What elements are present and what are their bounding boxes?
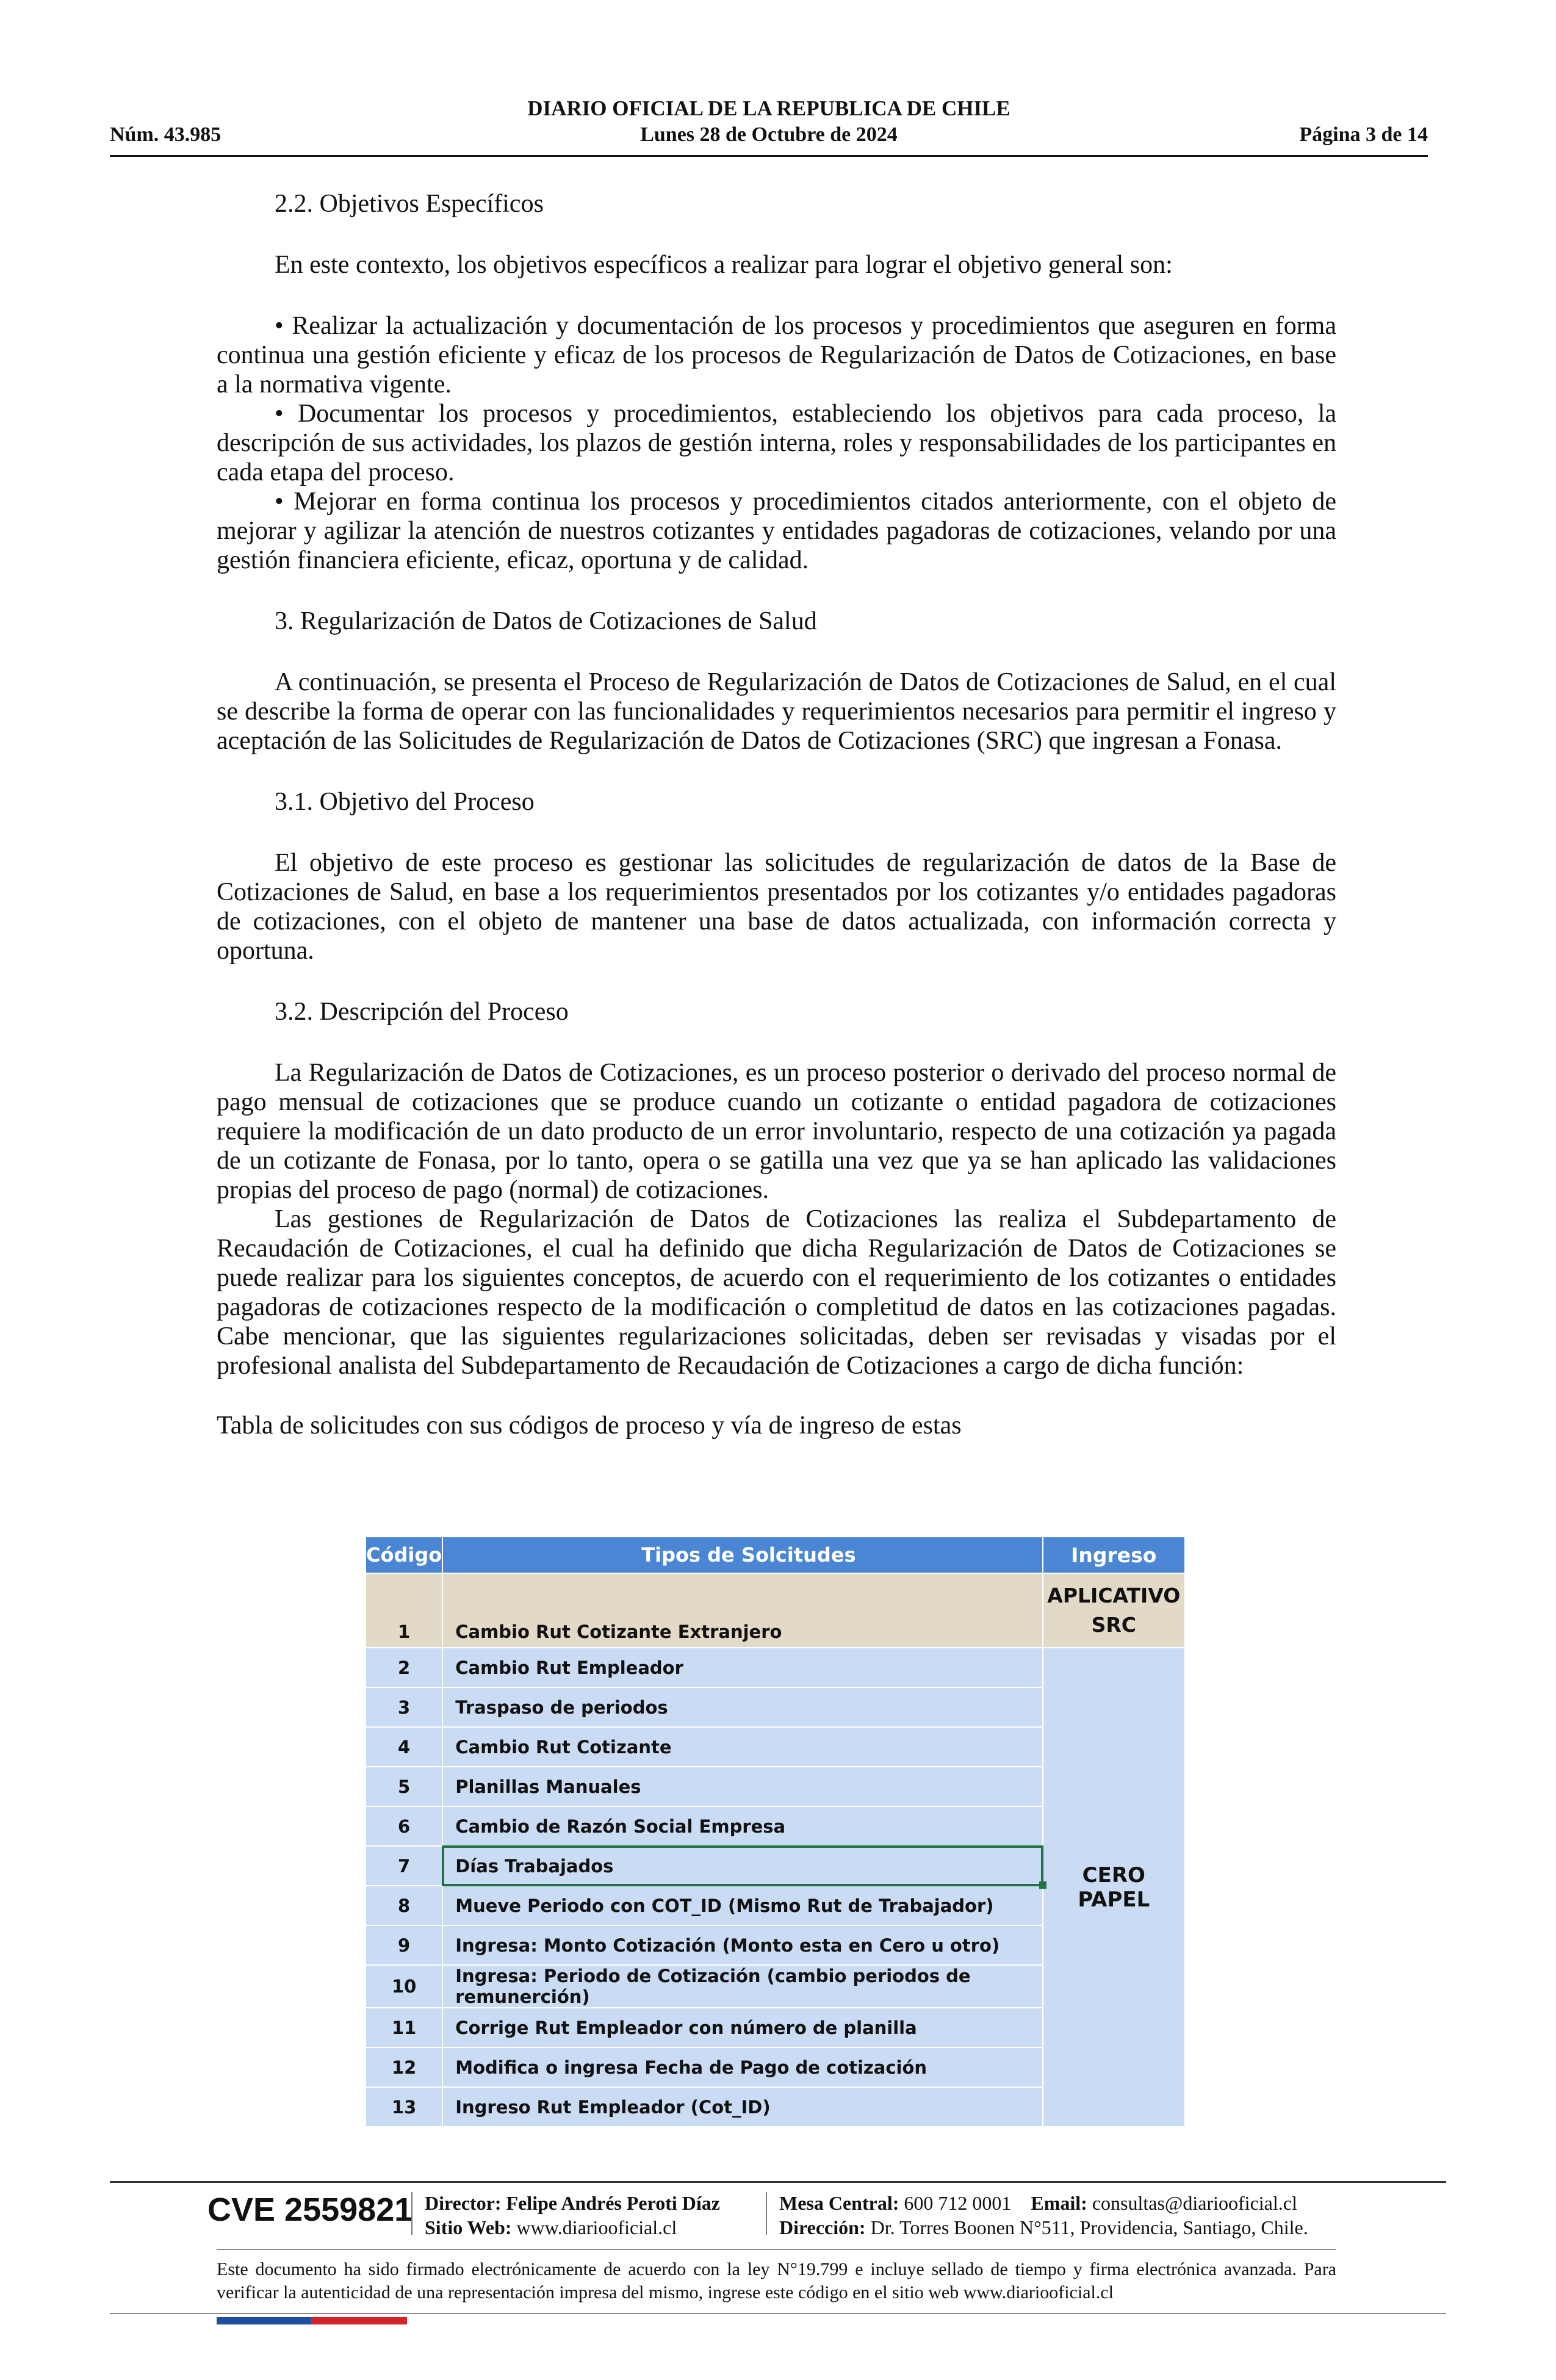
heading-descripcion: 3.2. Descripción del Proceso [275,998,569,1026]
row-code: 2 [366,1648,442,1687]
ingreso-aplicativo-line2: SRC [1091,1613,1136,1637]
flag-stripe-red [311,2317,407,2324]
header-tipos: Tipos de Solcitudes [442,1537,1042,1573]
bullet-2: • Documentar los procesos y procedimientos, estableciendo los objetivos para cada proceso, la descripción de sus actividades, los plazos de gestión interna, roles y responsabilidades de los participantes en cada etapa del proceso. [217,400,1336,486]
heading-objetivo-proceso: 3.1. Objetivo del Proceso [275,788,535,816]
cve-code: CVE 2559821 [207,2191,413,2228]
table-caption: Tabla de solicitudes con sus códigos de proceso y vía de ingreso de estas [217,1412,962,1440]
issue-number: Núm. 43.985 [110,123,222,146]
row-type: Ingresa: Monto Cotización (Monto esta en Cero u otro) [442,1925,1042,1965]
row-type: Cambio Rut Empleador [442,1648,1042,1687]
footer-separator [411,2192,412,2235]
flag-stripe-blue [217,2317,311,2324]
row-code: 9 [366,1925,442,1965]
solicitudes-table [365,1536,1186,2127]
director-name: Felipe Andrés Peroti Díaz [506,2192,720,2214]
row-code: 3 [366,1687,442,1727]
paragraph-intro: En este contexto, los objetivos específicos a realizar para lograr el objetivo general son: [275,251,1173,279]
row-type: Ingresa: Periodo de Cotización (cambio periodos de remunerción) [442,1965,1042,2008]
row-code: 13 [366,2087,442,2127]
page-number: Página 3 de 14 [1299,123,1428,146]
ingreso-aplicativo [1043,1573,1185,1648]
row-code: 11 [366,2008,442,2047]
row-type: Traspaso de periodos [442,1687,1042,1727]
row-type: Corrige Rut Empleador con número de planilla [442,2008,1042,2047]
page-header [110,92,1428,159]
table-row [366,1648,1185,1687]
ingreso-cero-papel: CERO PAPEL [1043,1648,1185,2127]
email-label: Email: [1031,2192,1087,2214]
paragraph-descripcion-2: Las gestiones de Regularización de Datos de Cotizaciones las realiza el Subdepartamento de Recaudación de Cotizaciones, el cual ha definido que dicha Regularización de Datos de Cotizaciones se puede realizar para los siguientes conceptos, de acuerdo con el requerimiento de los cotizantes o entidades pagadoras de cotizaciones respecto de la modificación o completitud de datos en las cotizaciones pagadas. Cabe mencionar, que las siguientes regularizaciones solicitadas, deben ser revisadas y visadas por el profesional analista del Subdepartamento de Recaudación de Cotizaciones a cargo de dicha función: [217,1205,1336,1380]
row-type: Modifica o ingresa Fecha de Pago de cotización [442,2047,1042,2087]
paragraph-continuacion: A continuación, se presenta el Proceso de Regularización de Datos de Cotizaciones de Salud, en el cual se describe la forma de operar con las funcionalidades y requerimientos necesarios para permitir el ingreso y aceptación de las Solicitudes de Regularización de Datos de Cotizaciones (SRC) que ingresan a Fonasa. [217,668,1336,755]
web-label: Sitio Web: [425,2216,512,2238]
table-row [366,1573,1185,1648]
row-type: Cambio Rut Cotizante Extranjero [442,1573,1042,1648]
footer-contact-block [779,2191,1308,2240]
footer-director-block [425,2191,720,2240]
header-divider [110,155,1428,157]
row-type: Cambio Rut Cotizante [442,1727,1042,1767]
paragraph-descripcion-1: La Regularización de Datos de Cotizaciones, es un proceso posterior o derivado del proceso normal de pago mensual de cotizaciones que se produce cuando un cotizante o entidad pagadora de cotizaciones requiere la modificación de un dato producto de un error involuntario, respecto de una cotización ya pagada de un cotizante de Fonasa, por lo tanto, opera o se gatilla una vez que ya se han aplicado las validaciones propias del proceso de pago (normal) de cotizaciones. [217,1059,1336,1204]
web-value[interactable]: www.diariooficial.cl [516,2216,677,2238]
ingreso-aplicativo-line1: APLICATIVO [1047,1584,1181,1607]
selection-fill-handle [1039,1881,1046,1889]
issue-date: Lunes 28 de Octubre de 2024 [640,123,898,146]
email-value[interactable]: consultas@diariooficial.cl [1092,2192,1297,2214]
row-code: 1 [366,1573,442,1648]
row-code: 7 [366,1846,442,1886]
row-type: Mueve Periodo con COT_ID (Mismo Rut de Trabajador) [442,1886,1042,1925]
heading-regularizacion: 3. Regularización de Datos de Cotizaciones de Salud [275,607,817,635]
bullet-3: • Mejorar en forma continua los procesos y procedimientos citados anteriormente, con el objeto de mejorar y agilizar la atención de nuestros cotizantes y entidades pagadoras de cotizaciones, velando por una gestión financiera eficiente, eficaz, oportuna y de calidad. [217,488,1336,574]
row-code: 4 [366,1727,442,1767]
footer-separator [766,2192,767,2235]
header-ingreso: Ingreso [1043,1537,1185,1573]
paragraph-objetivo: El objetivo de este proceso es gestionar las solicitudes de regularización de datos de la Base de Cotizaciones de Salud, en base a los requerimientos presentados por los cotizantes y/o entidades pagadoras de cotizaciones, con el objeto de mantener una base de datos actualizada, con información correcta y oportuna. [217,849,1336,965]
footer-divider-middle [217,2249,1336,2250]
row-code: 10 [366,1965,442,2008]
heading-objetivos-especificos: 2.2. Objetivos Específicos [275,190,544,218]
row-code: 6 [366,1806,442,1846]
row-type: Cambio de Razón Social Empresa [442,1806,1042,1846]
director-label: Director: [425,2192,502,2214]
newspaper-title: DIARIO OFICIAL DE LA REPUBLICA DE CHILE [527,96,1010,120]
mesa-label: Mesa Central: [779,2192,899,2214]
mesa-value: 600 712 0001 [904,2192,1012,2214]
document-body [217,189,1336,1440]
row-code: 12 [366,2047,442,2087]
legal-notice: Este documento ha sido firmado electrónicamente de acuerdo con la ley N°19.799 e incluye sellado de tiempo y firma electrónica avanzada. Para verificar la autenticidad de una representación impresa del mismo, ingrese este código en el sitio web www.diariooficial.cl [217,2259,1336,2302]
address-value: Dr. Torres Boonen N°511, Providencia, Santiago, Chile. [870,2216,1308,2238]
table-header-row [366,1537,1185,1573]
row-type-selected: Días Trabajados [442,1846,1042,1886]
row-code: 5 [366,1767,442,1806]
header-codigo: Código [366,1537,442,1573]
footer-divider-bottom [110,2313,1446,2314]
row-type: Planillas Manuales [442,1767,1042,1806]
address-label: Dirección: [779,2216,866,2238]
row-code: 8 [366,1886,442,1925]
footer-divider-top [110,2181,1446,2183]
bullet-1: • Realizar la actualización y documentación de los procesos y procedimientos que aseguren en forma continua una gestión eficiente y eficaz de los procesos de Regularización de Datos de Cotizaciones, en base a la normativa vigente. [217,312,1336,398]
row-type: Ingreso Rut Empleador (Cot_ID) [442,2087,1042,2127]
